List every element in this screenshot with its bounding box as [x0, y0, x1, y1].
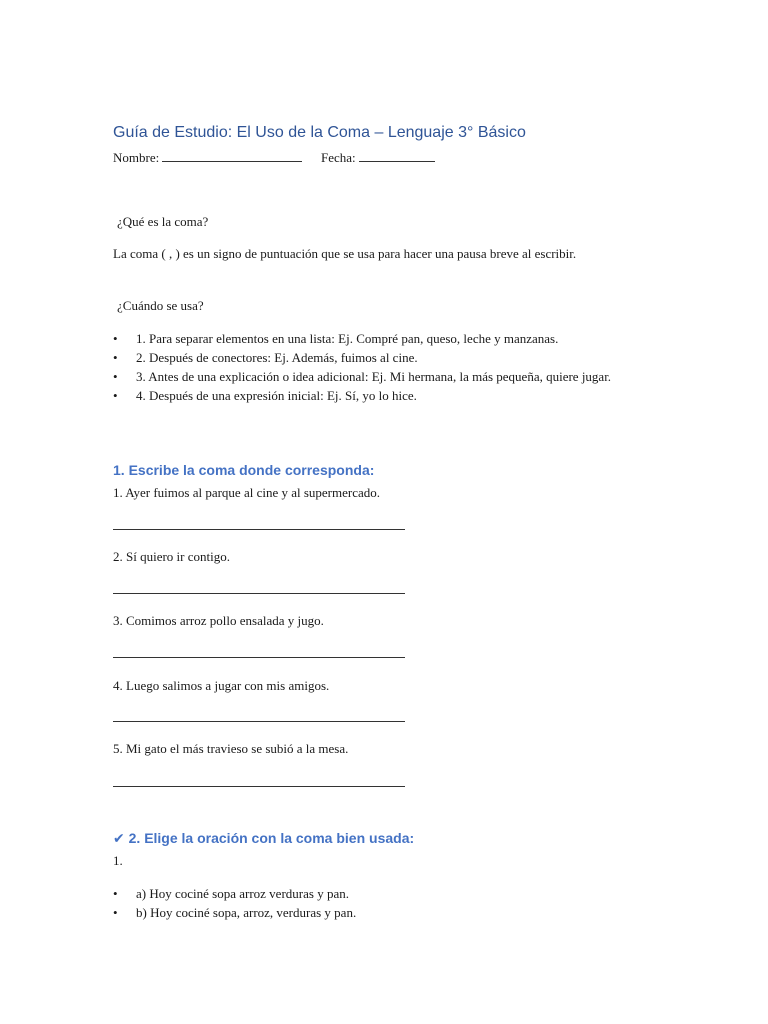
bullet-icon: •: [113, 369, 118, 384]
list-item-text: 2. Después de conectores: Ej. Además, fuimos al cine.: [136, 350, 418, 365]
check-icon: ✔: [113, 830, 125, 846]
section-2-title: [113, 830, 414, 847]
answer-line-4[interactable]: [113, 721, 405, 722]
list-item-text: 1. Para separar elementos en una lista: Ej. Compré pan, queso, leche y manzanas.: [136, 331, 559, 346]
bullet-icon: •: [113, 331, 118, 346]
name-blank[interactable]: [162, 150, 302, 162]
bullet-icon: •: [113, 350, 118, 365]
options-list: [113, 884, 653, 922]
exercise-sentence-4: 4. Luego salimos a jugar con mis amigos.: [113, 678, 330, 693]
option-a[interactable]: [113, 884, 653, 903]
student-info-line: [113, 150, 435, 166]
list-item: [113, 348, 653, 367]
option-b[interactable]: [113, 903, 653, 922]
list-item: [113, 329, 653, 348]
section-1-title-text: 1. Escribe la coma donde corresponda:: [113, 462, 375, 478]
section-2-title-text: 2. Elige la oración con la coma bien usada:: [128, 830, 415, 846]
exercise-sentence-2: 2. Sí quiero ir contigo.: [113, 549, 230, 564]
question-number: 1.: [113, 853, 123, 868]
answer-line-2[interactable]: [113, 593, 405, 594]
uses-list: [113, 329, 653, 405]
list-item-text: 3. Antes de una explicación o idea adicional: Ej. Mi hermana, la más pequeña, quiere jugar.: [136, 369, 612, 384]
comma-definition: La coma ( , ) es un signo de puntuación que se usa para hacer una pausa breve al escribir.: [113, 246, 577, 261]
date-label: Fecha:: [320, 150, 356, 165]
answer-line-3[interactable]: [113, 657, 405, 658]
list-item: [113, 386, 653, 405]
bullet-icon: •: [113, 905, 118, 920]
section-1-title: [113, 462, 374, 478]
option-text: b) Hoy cociné sopa, arroz, verduras y pan.: [136, 905, 357, 920]
option-text: a) Hoy cociné sopa arroz verduras y pan.: [136, 886, 349, 901]
answer-line-1[interactable]: [113, 529, 405, 530]
date-blank[interactable]: [359, 150, 435, 162]
document-title: Guía de Estudio: El Uso de la Coma – Lenguaje 3° Básico: [113, 124, 526, 141]
answer-line-5[interactable]: [113, 786, 405, 787]
question-when-used: ¿Cuándo se usa?: [117, 298, 204, 313]
list-item: [113, 367, 653, 386]
exercise-sentence-3: 3. Comimos arroz pollo ensalada y jugo.: [113, 613, 324, 628]
bullet-icon: •: [113, 388, 118, 403]
bullet-icon: •: [113, 886, 118, 901]
name-label: Nombre:: [113, 150, 160, 165]
list-item-text: 4. Después de una expresión inicial: Ej. Sí, yo lo hice.: [136, 388, 417, 403]
exercise-sentence-5: 5. Mi gato el más travieso se subió a la mesa.: [113, 741, 349, 756]
exercise-sentence-1: 1. Ayer fuimos al parque al cine y al supermercado.: [113, 485, 381, 500]
question-what-is-comma: ¿Qué es la coma?: [117, 214, 209, 229]
